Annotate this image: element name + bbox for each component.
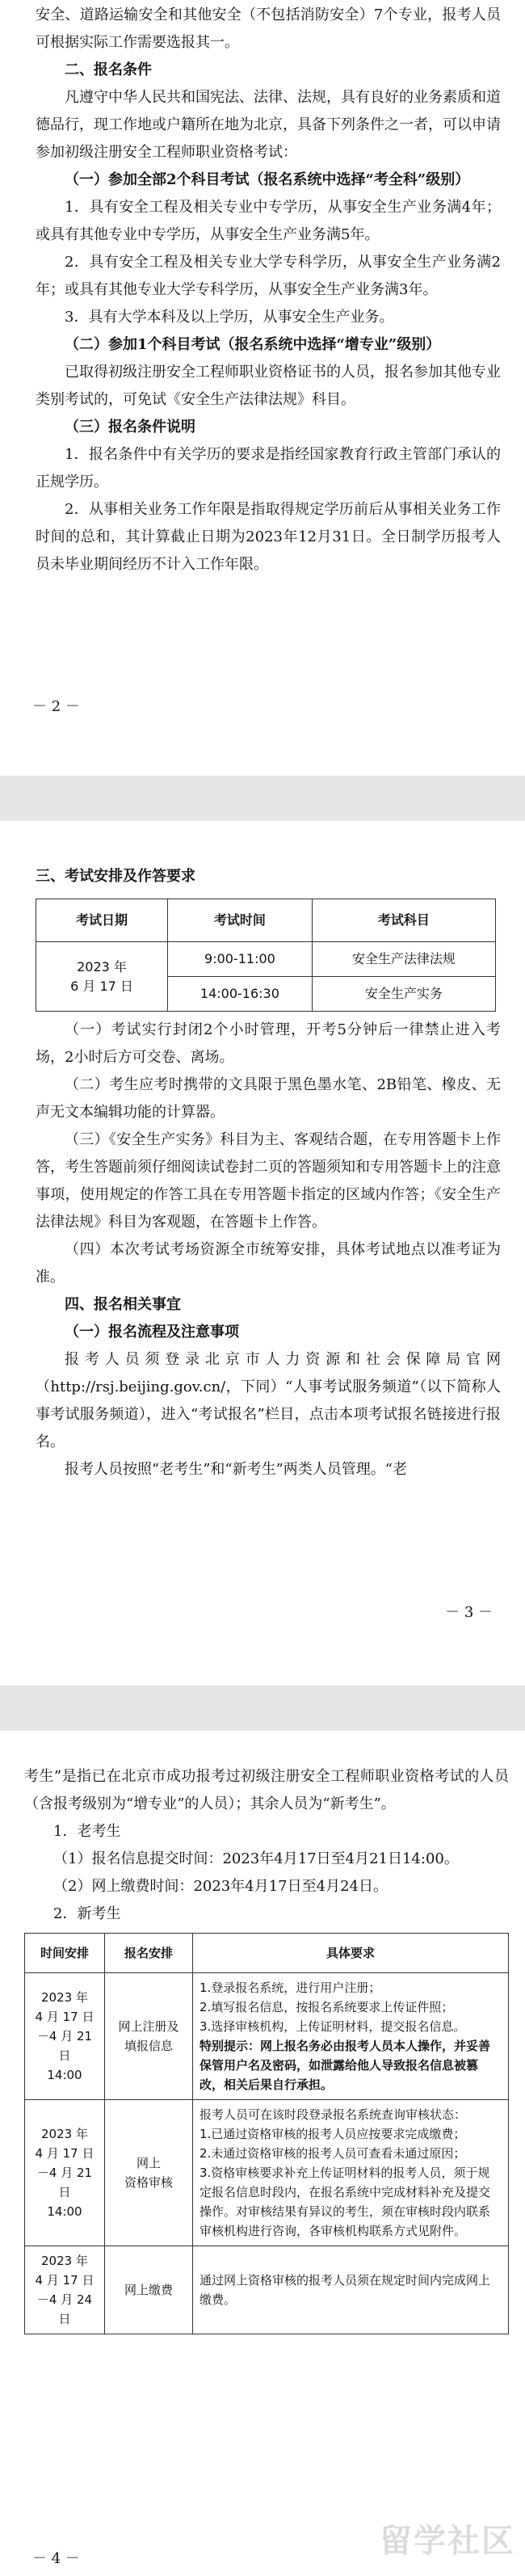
exam-time-cell: 9:00-11:00 (168, 942, 313, 977)
time-cell: 2023 年 4 月 17 日 －4 月 24 日 (25, 2246, 105, 2334)
exam-schedule-table-wrap (36, 899, 501, 1012)
table-header: 考试科目 (312, 899, 495, 942)
section-heading: （三）报名条件说明 (65, 419, 195, 436)
registration-schedule-table (24, 1933, 509, 2334)
time-cell: 2023 年 4 月 17 日 －4 月 21 日 14:00 (25, 1973, 105, 2100)
table-header: 报名安排 (105, 1934, 193, 1973)
step-cell: 网上缴费 (105, 2246, 193, 2334)
table-row (25, 2246, 509, 2334)
exam-schedule-table (36, 899, 496, 1012)
registration-table-wrap (24, 1933, 509, 2334)
exam-time-cell: 14:00-16:30 (168, 977, 313, 1012)
paragraph: 报考人员按照“老考生”和“新考生”两类人员管理。“老 (65, 1461, 408, 1478)
requirements-cell (193, 1973, 509, 2100)
step-cell: 网上注册及 填报信息 (105, 1973, 193, 2100)
paragraph: 安全、道路运输安全和其他安全（不包括消防安全）7个专业，报考人员可根据实际工作需要选报其一。 (36, 6, 501, 51)
requirement-line: 2.填写报名信息，按报名系统要求上传证件照； (200, 2000, 454, 2014)
section-heading: （一）参加全部2个科目考试（报名系统中选择“考全科”级别） (65, 171, 470, 188)
page-text (36, 1017, 501, 1484)
document-page-2 (0, 0, 525, 776)
exam-subject-cell: 安全生产法律法规 (312, 942, 495, 977)
requirement-line: 1.登录报名系统，进行用户注册； (200, 1980, 381, 1995)
requirement-line: 报考人员可在该时段登录报名系统查询审核状态： (200, 2107, 467, 2122)
paragraph: 报考人员须登录北京市人力资源和社会保障局官网（http://rsj.beijing.gov.cn/，下同）“人事考试服务频道”（以下简称人事考试服务频道），进入“考试报名”栏目，点击本项考试报名链接进行报名。 (36, 1351, 501, 1450)
page-body (36, 2, 501, 579)
table-row (25, 2100, 509, 2246)
section-heading: （一）报名流程及注意事项 (65, 1324, 239, 1341)
requirement-line: 通过网上资格审核的报考人员须在规定时间内完成网上缴费。 (200, 2273, 491, 2307)
paragraph: 1．具有安全工程及相关专业中专学历，从事安全生产业务满4年；或具有其他专业中专学历，从事安全生产业务满5年。 (36, 199, 501, 243)
section-heading: （二）参加1个科目考试（报名系统中选择“增专业”级别） (65, 336, 441, 353)
requirement-line: 3.资格审核要求补充上传证明材料的报考人员，须于规定报名信息时段内，在报名系统中完成材料补充及提交操作。对审核结果有异议的考生，须在审核时段内联系审核机构进行咨询，各审核机构联系方式见附件。 (200, 2166, 491, 2238)
table-row (36, 942, 496, 977)
paragraph: （四）本次考试考场资源全市统筹安排，具体考试地点以准考证为准。 (36, 1241, 501, 1286)
time-cell: 2023 年 4 月 17 日 －4 月 21 日 14:00 (25, 2100, 105, 2246)
paragraph: （二）考生应考时携带的文具限于黑色墨水笔、2B铅笔、橡皮、无声无文本编辑功能的计算器。 (36, 1076, 501, 1121)
paragraph: （2）网上缴费时间：2023年4月17日至4月24日。 (53, 1878, 388, 1895)
page-body (24, 1763, 509, 2334)
page-number: － 4 － (32, 2550, 80, 2567)
table-header: 考试日期 (36, 899, 168, 942)
exam-date-cell: 2023 年 6 月 17 日 (36, 942, 168, 1012)
section-heading: 四、报名相关事宜 (65, 1296, 181, 1313)
page-number: － 2 － (32, 698, 80, 715)
paragraph: 3．具有大学本科及以上学历，从事安全生产业务。 (65, 309, 394, 326)
page-separator (0, 1686, 525, 1731)
paragraph: （1）报名信息提交时间：2023年4月17日至4月21日14:00。 (53, 1850, 459, 1867)
table-row (25, 1973, 509, 2100)
paragraph: 凡遵守中华人民共和国宪法、法律、法规，具有良好的业务素质和道德品行，现工作地或户籍所在地为北京，具备下列条件之一者，可以申请参加初级注册安全工程师职业资格考试： (36, 89, 501, 161)
requirements-cell (193, 2100, 509, 2246)
paragraph: 2．新考生 (53, 1905, 121, 1922)
document-page-3 (0, 821, 525, 1686)
page-body (36, 863, 501, 1484)
exam-subject-cell: 安全生产实务 (312, 977, 495, 1012)
requirement-line: 1.已通过资格审核的报考人员应按要求完成缴费； (200, 2127, 466, 2141)
watermark-logo: 留学社区 (380, 2523, 515, 2560)
page-separator (0, 776, 525, 821)
section-heading: 二、报名条件 (65, 61, 152, 78)
requirements-cell (193, 2246, 509, 2334)
table-header: 具体要求 (193, 1934, 509, 1973)
paragraph: 2．具有安全工程及相关专业大学专科学历，从事安全生产业务满2年；或具有其他专业大学专科学历，从事安全生产业务满3年。 (36, 254, 501, 298)
paragraph: 2．从事相关业务工作年限是指取得规定学历前后从事相关业务工作时间的总和，其计算截止日期为2023年12月31日。全日制学历报考人员未毕业期间经历不计入工作年限。 (36, 501, 501, 573)
paragraph: 1．老考生 (53, 1823, 121, 1840)
table-header: 考试时间 (168, 899, 313, 942)
page-text (24, 1763, 509, 1928)
table-header: 时间安排 (25, 1934, 105, 1973)
paragraph: 已取得初级注册安全工程师职业资格证书的人员，报名参加其他专业类别考试的，可免试《安全生产法律法规》科目。 (36, 364, 501, 408)
section-title: 三、考试安排及作答要求 (36, 868, 195, 885)
paragraph: （三）《安全生产实务》科目为主、客观结合题，在专用答题卡上作答，考生答题前须仔细阅读试卷封二页的答题须知和专用答题卡上的注意事项，使用规定的作答工具在专用答题卡指定的区域内作答；《安全生产法律法规》科目为客观题，在答题卡上作答。 (36, 1131, 501, 1231)
requirement-line: 特别提示：网上报名务必由报考人员本人操作，并妥善保管用户名及密码，如泄露给他人导致报名信息被篡改，相关后果自行承担。 (200, 2039, 491, 2092)
paragraph: 考生”是指已在北京市成功报考过初级注册安全工程师职业资格考试的人员（含报考级别为“增专业”的人员）；其余人员为“新考生”。 (24, 1768, 509, 1812)
document-page-4 (0, 1731, 525, 2576)
requirement-line: 2.未通过资格审核的报考人员可查看未通过原因； (200, 2146, 466, 2161)
step-cell: 网上 资格审核 (105, 2100, 193, 2246)
page-number: － 3 － (445, 1604, 493, 1621)
requirement-line: 3.选择审核机构，上传证明材料，提交报名信息。 (200, 2019, 466, 2034)
paragraph: （一）考试实行封闭2个小时管理，开考5分钟后一律禁止进入考场，2小时后方可交卷、离场。 (36, 1021, 501, 1066)
paragraph: 1．报名条件中有关学历的要求是指经国家教育行政主管部门承认的正规学历。 (36, 446, 501, 490)
